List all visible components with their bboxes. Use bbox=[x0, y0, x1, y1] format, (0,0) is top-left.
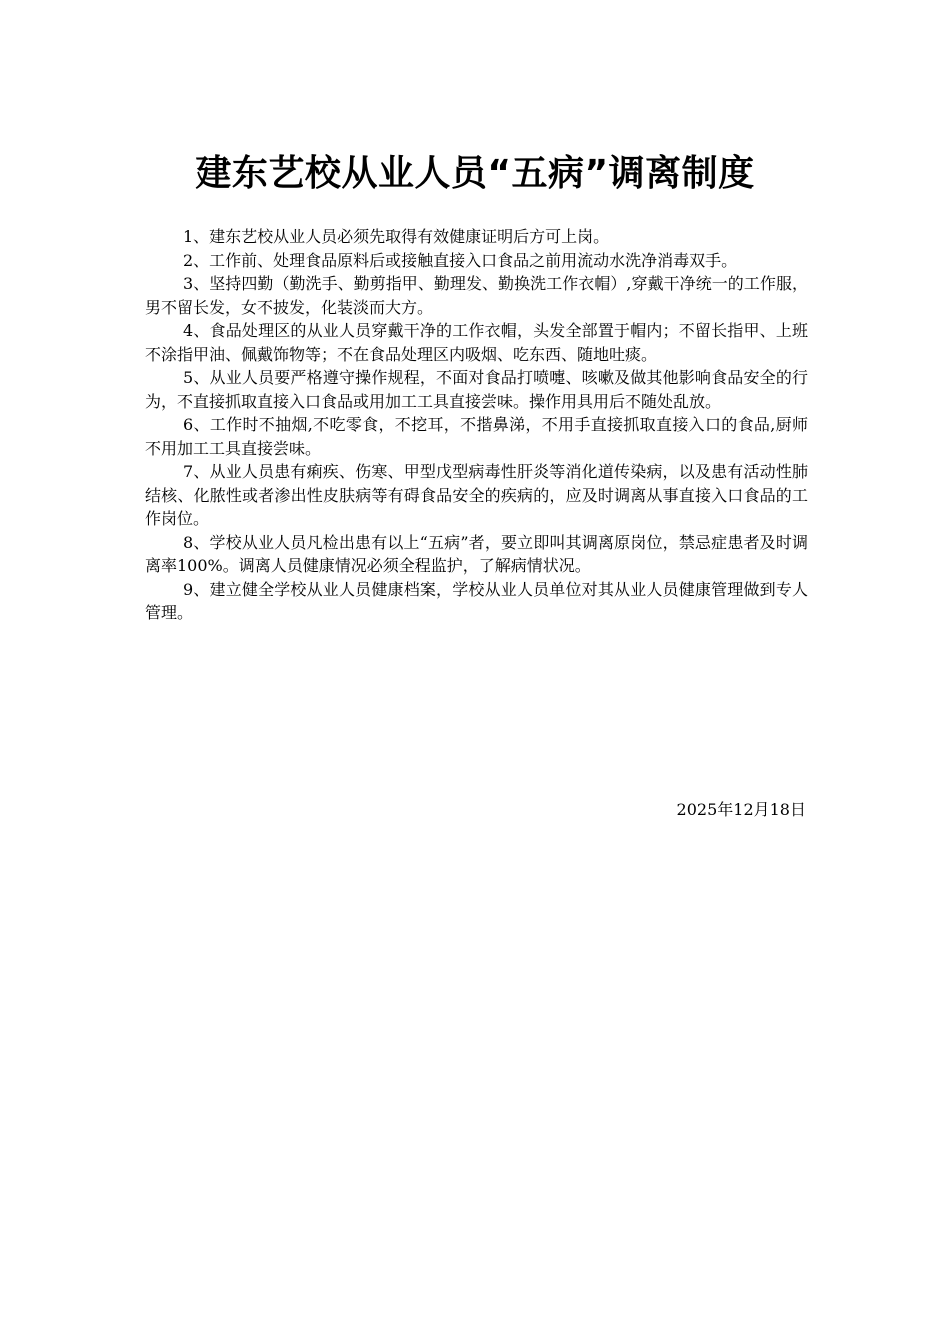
document-title: 建东艺校从业人员“五病”调离制度 bbox=[195, 153, 755, 195]
paragraph-5: 5、从业人员要严格遵守操作规程，不面对食品打喷嚏、咳嗽及做其他影响食品安全的行为，不直接抓取直接入口食品或用加工工具直接尝味。操作用具用后不随处乱放。 bbox=[145, 368, 808, 411]
paragraph-8: 8、学校从业人员凡检出患有以上“五病”者，要立即叫其调离原岗位，禁忌症患者及时调离率100%。调离人员健康情况必须全程监护，了解病情状况。 bbox=[145, 532, 808, 575]
paragraph-6: 6、工作时不抽烟,不吃零食，不挖耳，不揩鼻涕，不用手直接抓取直接入口的食品,厨师不用加工工具直接尝味。 bbox=[145, 415, 808, 458]
paragraph-1: 1、建东艺校从业人员必须先取得有效健康证明后方可上岗。 bbox=[183, 227, 610, 246]
paragraph-2: 2、工作前、处理食品原料后或接触直接入口食品之前用流动水洗净消毒双手。 bbox=[183, 250, 738, 270]
paragraph-9: 9、建立健全学校从业人员健康档案，学校从业人员单位对其从业人员健康管理做到专人管理。 bbox=[145, 579, 808, 622]
paragraph-3: 3、坚持四勤（勤洗手、勤剪指甲、勤理发、勤换洗工作衣帽）,穿戴干净统一的工作服，男不留长发，女不披发，化装淡而大方。 bbox=[145, 274, 808, 317]
paragraph-7: 7、从业人员患有痢疾、伤寒、甲型戊型病毒性肝炎等消化道传染病，以及患有活动性肺结核、化脓性或者渗出性皮肤病等有碍食品安全的疾病的，应及时调离从事直接入口食品的工作岗位。 bbox=[145, 462, 808, 528]
document-body bbox=[145, 225, 808, 625]
document-date: 2025年12月18日 bbox=[676, 800, 806, 819]
paragraph-4: 4、食品处理区的从业人员穿戴干净的工作衣帽，头发全部置于帽内；不留长指甲、上班不涂指甲油、佩戴饰物等；不在食品处理区内吸烟、吃东西、随地吐痰。 bbox=[145, 321, 808, 364]
